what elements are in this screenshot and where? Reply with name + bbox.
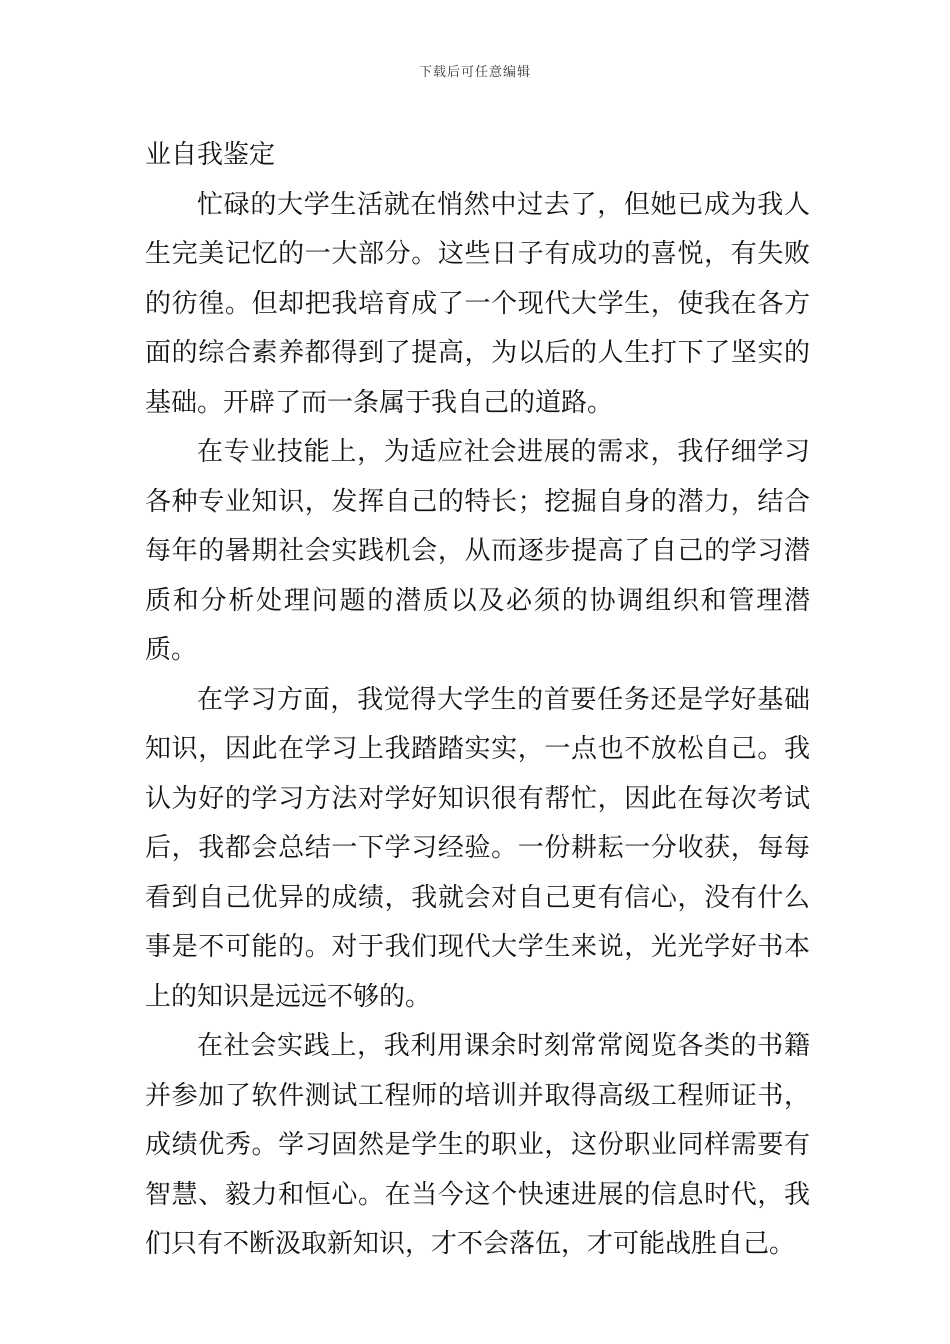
paragraph-2: 在专业技能上，为适应社会进展的需求，我仔细学习各种专业知识，发挥自己的特长；挖掘自身的潜力，结合每年的暑期社会实践机会，从而逐步提高了自己的学习潜质和分析处理问题的潜质以及必须的协调组织和管理潜质。 <box>145 437 810 665</box>
paragraph-3: 在学习方面，我觉得大学生的首要任务还是学好基础知识，因此在学习上我踏踏实实，一点也不放松自己。我认为好的学习方法对学好知识很有帮忙，因此在每次考试后，我都会总结一下学习经验。一份耕耘一分收获，每每看到自己优异的成绩，我就会对自己更有信心，没有什么事是不可能的。对于我们现代大学生来说，光光学好书本上的知识是远远不够的。 <box>145 684 810 1012</box>
document-body <box>145 131 810 1270</box>
document-title: 业自我鉴定 <box>145 140 276 170</box>
page-header-note: 下载后可任意编辑 <box>418 65 531 80</box>
paragraph-4: 在社会实践上，我利用课余时刻常常阅览各类的书籍并参加了软件测试工程师的培训并取得高级工程师证书，成绩优秀。学习固然是学生的职业，这份职业同样需要有智慧、毅力和恒心。在当今这个快速进展的信息时代，我们只有不断汲取新知识，才不会落伍，才可能战胜自己。 <box>145 1031 810 1259</box>
paragraph-1: 忙碌的大学生活就在悄然中过去了，但她已成为我人生完美记忆的一大部分。这些日子有成功的喜悦，有失败的彷徨。但却把我培育成了一个现代大学生，使我在各方面的综合素养都得到了提高，为以后的人生打下了坚实的基础。开辟了而一条属于我自己的道路。 <box>145 189 810 418</box>
